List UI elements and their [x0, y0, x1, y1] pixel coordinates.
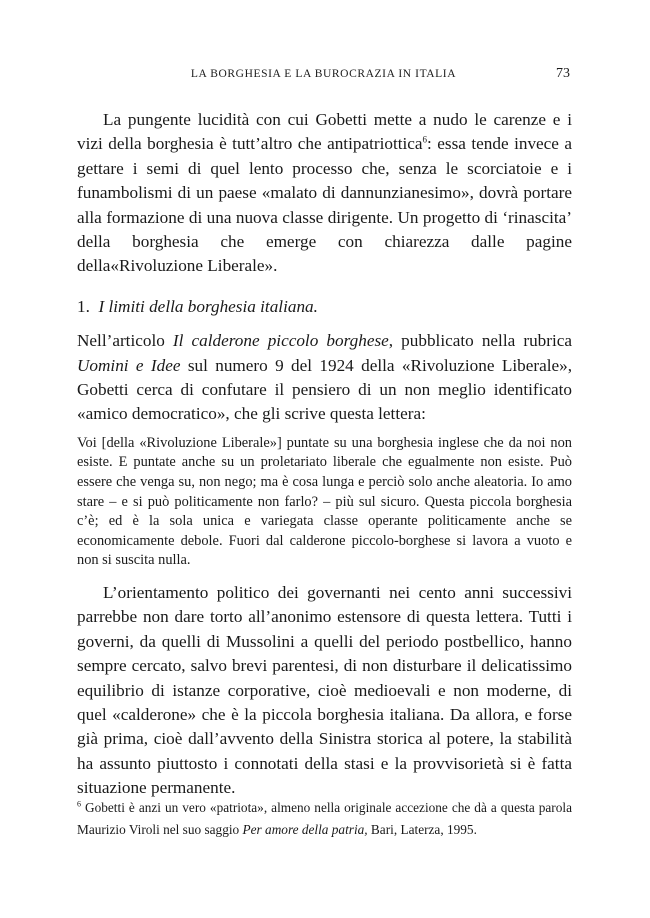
- running-title: LA BORGHESIA E LA BUROCRAZIA IN ITALIA: [190, 68, 457, 80]
- main-text: [77, 108, 572, 801]
- footnote-book-title: Per amore della patria,: [242, 822, 368, 837]
- article-text-2: , pubblicato nella rubrica: [388, 331, 573, 351]
- article-title-italic: Il calderone piccolo borghese: [172, 331, 389, 351]
- column-title-italic: Uomini e Idee: [77, 355, 181, 375]
- block-quote: Voi [della «Rivoluzione Liberale»] puntate su una borghesia inglese che da noi non esiste. E puntate anche su un proletariato liberale che egualmente non esiste. Può essere che venga su, non nego; ma è cosa lunga e perciò solo anche aleatoria. Io amo stare – e si può politicamente non farlo? – più sul sicuro. Questa piccola borghesia c’è; ed è la sola unica e variegata classe operante politicamente anche se economicamente debole. Fuori dal calderone piccolo-borghese si lavora a vuoto e non si suscita nulla.: [77, 434, 572, 569]
- intro-text-before-note: La pungente lucidità con cui Gobetti mette a nudo le carenze e i vizi della borghesia è tutt’altro che antipatriottica: [77, 110, 572, 154]
- analysis-paragraph: L’orientamento politico dei governanti nei cento anni successivi parrebbe non dare torto all’anonimo estensore di questa lettera. Tutti i governi, da quelli di Mussolini a quelli del periodo postbellico, hanno sempre cercato, salvo brevi parentesi, di non disturbare il delicatissimo equilibrio di istanze corporative, cioè medioevali e non moderne, di quel «calderone» che è la piccola borghesia italiana. Da allora, e forse già prima, cioè dall’avvento della Sinistra storica al potere, la stabilità ha assunto piuttosto i connotati della stasi e la provvisorietà si è fatta situazione permanente.: [77, 583, 572, 798]
- page-number: 73: [556, 66, 570, 81]
- footnote-number: 6: [77, 799, 81, 809]
- section-number: 1.: [77, 296, 90, 316]
- intro-text-after-note: : essa tende invece a gettare i semi di quel lento processo che, senza le scorciatoie e i funambolismi di un paese «malato di dannunzianesimo», dovrà portare alla formazione di una nuova classe dirigente. Un progetto di ‘rinascita’ della borghesia che emerge con chiarezza dalle pagine della«Rivoluzione Liberale».: [77, 134, 573, 276]
- footnote: [77, 797, 572, 841]
- running-header: [77, 64, 570, 84]
- article-text-3: sul numero 9 del 1924 della «Rivoluzione Liberale», Gobetti cerca di confutare il pensiero di un non meglio identificato «amico democratico», che gli scrive questa lettera:: [77, 355, 572, 424]
- intro-paragraph: [77, 108, 572, 279]
- article-paragraph: [77, 329, 572, 427]
- section-heading: [77, 295, 572, 319]
- article-text-1: Nell’articolo: [77, 331, 173, 351]
- footnote-text-1: Gobetti è anzi un vero «patriota», almeno nella originale accezione che dà a questa parola Maurizio Viroli nel suo saggio: [77, 800, 572, 837]
- footnote-text-2: Bari, Laterza, 1995.: [367, 822, 477, 837]
- footnote-reference[interactable]: 6: [422, 134, 428, 145]
- section-title: I limiti della borghesia italiana.: [98, 296, 318, 316]
